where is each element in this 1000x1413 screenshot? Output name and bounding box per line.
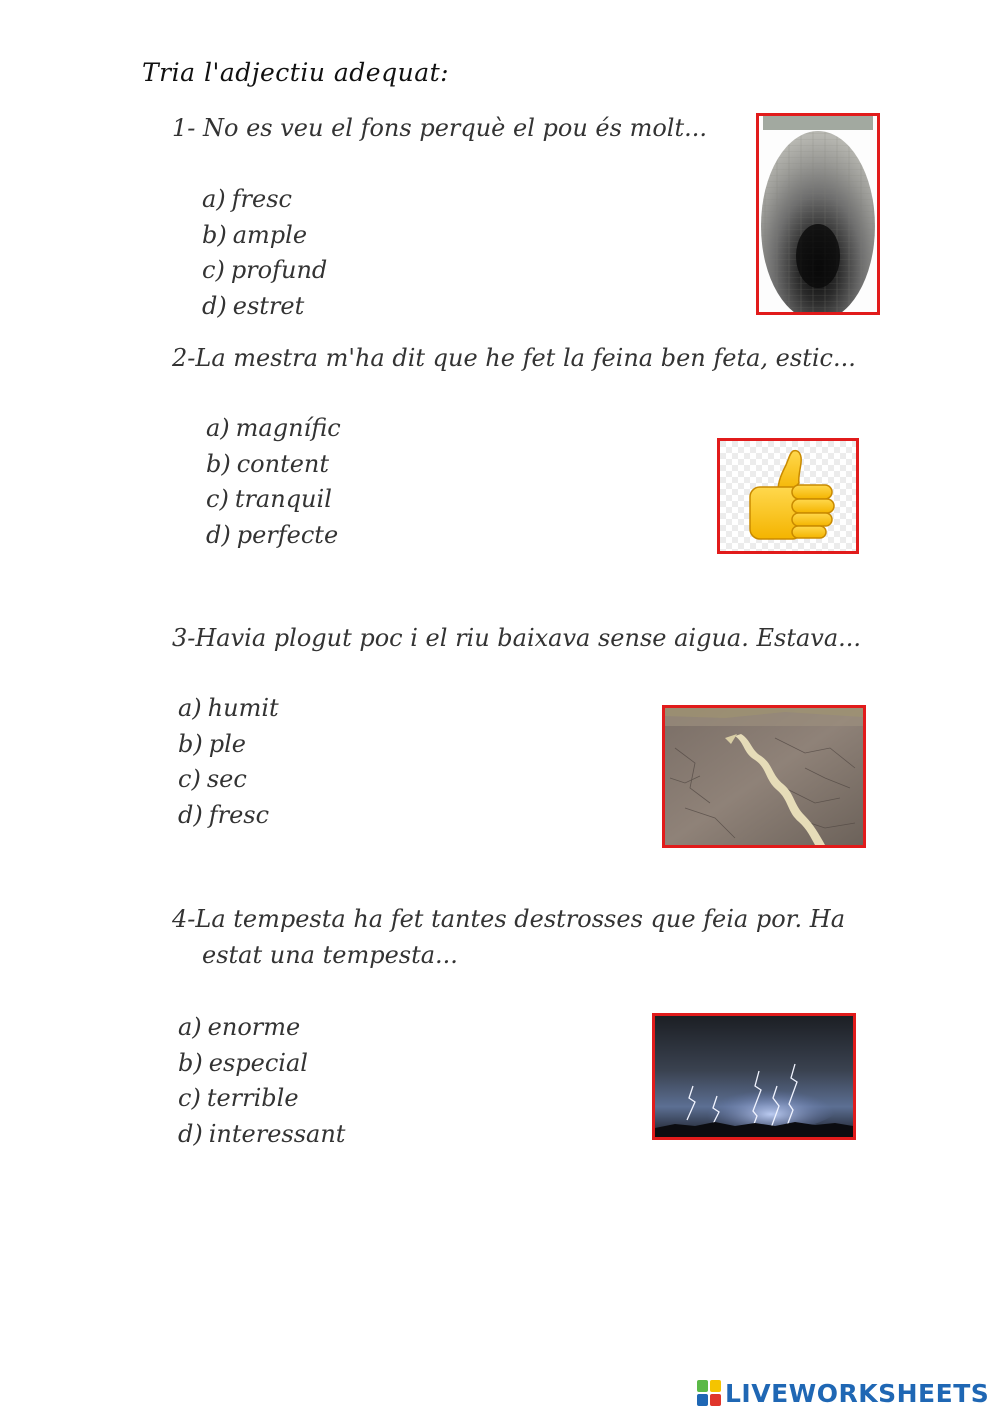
- option-label: enorme: [207, 1013, 301, 1041]
- dry-river-photo: [662, 705, 866, 848]
- option-letter: c): [206, 485, 229, 513]
- option-1c[interactable]: [202, 253, 327, 289]
- liveworksheets-brand[interactable]: [697, 1377, 989, 1409]
- option-letter: a): [206, 414, 230, 442]
- dry-river-image: [665, 708, 863, 845]
- option-3d[interactable]: [178, 798, 279, 834]
- option-4c[interactable]: [178, 1081, 345, 1117]
- option-letter: d): [206, 520, 231, 549]
- question-4-text: [172, 901, 845, 973]
- option-label: perfecte: [236, 520, 339, 549]
- option-label: ample: [232, 220, 308, 249]
- option-4b[interactable]: [178, 1046, 345, 1082]
- option-label: content: [236, 449, 330, 478]
- option-4d[interactable]: [178, 1117, 345, 1153]
- question-4-line-1: 4-La tempesta ha fet tantes destrosses que feia por. Ha: [172, 905, 846, 933]
- option-label: terrible: [206, 1084, 299, 1112]
- question-2-options: [206, 411, 341, 553]
- option-letter: c): [202, 256, 225, 284]
- page-title: Tria l'adjectiu adequat:: [142, 58, 450, 87]
- option-letter: d): [178, 800, 203, 829]
- option-letter: b): [202, 220, 227, 249]
- option-label: ple: [208, 729, 246, 758]
- option-2b[interactable]: [206, 447, 341, 483]
- option-3a[interactable]: [178, 691, 279, 727]
- liveworksheets-logo-icon: [697, 1380, 721, 1406]
- option-1d[interactable]: [202, 289, 327, 325]
- option-label: profund: [230, 256, 328, 284]
- option-label: sec: [206, 765, 247, 793]
- option-1a[interactable]: [202, 182, 327, 218]
- option-label: magnífic: [235, 414, 341, 442]
- option-label: interessant: [208, 1119, 346, 1148]
- option-2d[interactable]: [206, 518, 341, 554]
- option-1b[interactable]: [202, 218, 327, 254]
- option-letter: a): [202, 185, 226, 213]
- option-letter: d): [178, 1119, 203, 1148]
- option-letter: b): [178, 729, 203, 758]
- option-2c[interactable]: [206, 482, 341, 518]
- option-3b[interactable]: [178, 727, 279, 763]
- option-letter: c): [178, 1084, 201, 1112]
- question-3-text: 3-Havia plogut poc i el riu baixava sense aigua. Estava...: [172, 624, 862, 652]
- option-letter: a): [178, 1013, 202, 1041]
- option-label: estret: [232, 291, 305, 320]
- option-label: fresc: [208, 800, 270, 829]
- option-4a[interactable]: [178, 1010, 345, 1046]
- option-letter: c): [178, 765, 201, 793]
- question-4-options: [178, 1010, 345, 1152]
- storm-lightning-photo: [652, 1013, 856, 1140]
- option-label: especial: [208, 1048, 308, 1077]
- question-3-options: [178, 691, 279, 833]
- brand-name: LIVEWORKSHEETS: [725, 1378, 990, 1408]
- well-image: [759, 116, 877, 312]
- option-letter: a): [178, 694, 202, 722]
- option-2a[interactable]: [206, 411, 341, 447]
- option-3c[interactable]: [178, 762, 279, 798]
- option-label: tranquil: [234, 485, 332, 513]
- thumbs-up-icon: [720, 441, 856, 551]
- option-letter: b): [178, 1048, 203, 1077]
- well-photo: [756, 113, 880, 315]
- option-label: fresc: [231, 185, 292, 213]
- question-4-line-2: estat una tempesta...: [202, 941, 458, 969]
- option-letter: b): [206, 449, 231, 478]
- question-1-options: [202, 182, 327, 324]
- storm-image: [655, 1016, 853, 1137]
- option-label: humit: [207, 694, 279, 722]
- question-2-text: 2-La mestra m'ha dit que he fet la feina ben feta, estic...: [172, 344, 856, 372]
- thumbs-up-emoji: [717, 438, 859, 554]
- option-letter: d): [202, 291, 227, 320]
- question-1-text: 1- No es veu el fons perquè el pou és molt...: [172, 114, 707, 142]
